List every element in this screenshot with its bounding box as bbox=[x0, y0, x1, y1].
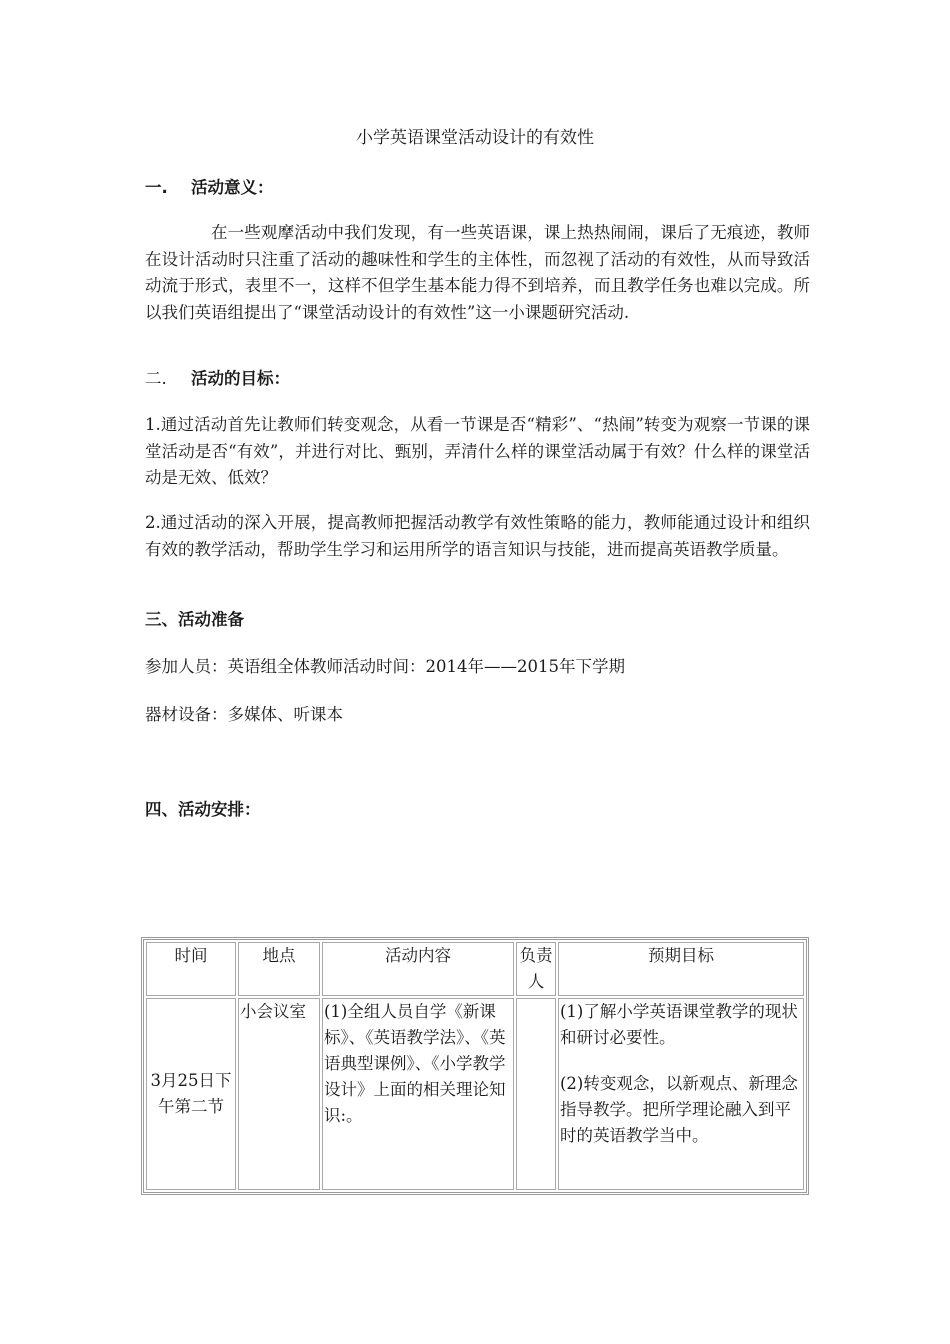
section3-heading: 三、活动准备 bbox=[145, 610, 244, 629]
goal-1: (1)了解小学英语课堂教学的现状和研讨必要性。 bbox=[560, 1002, 798, 1047]
section4-heading: 四、活动安排： bbox=[145, 800, 261, 819]
goal-item-2: 2.通过活动的深入开展，提高教师把握活动教学有效性策略的能力，教师能通过设计和组织有效的教学活动，帮助学生学习和运用所学的语言知识与技能，进而提高英语教学质量。 bbox=[145, 513, 810, 559]
section2-title: 活动的目标： bbox=[191, 369, 290, 388]
section2-heading bbox=[145, 367, 290, 391]
equipment-line: 器材设备：多媒体、听课本 bbox=[145, 705, 343, 724]
cell-goals bbox=[558, 998, 804, 1190]
table-row bbox=[146, 998, 804, 1190]
document-title: 小学英语课堂活动设计的有效性 bbox=[356, 128, 594, 148]
section1-heading bbox=[145, 176, 274, 200]
cell-content: (1)全组人员自学《新课标》、《英语教学法》、《英语典型课例》、《小学教学设计》上面的相关理论知识:。 bbox=[322, 998, 514, 1190]
header-owner: 负责人 bbox=[516, 942, 556, 996]
table-header-row bbox=[146, 942, 804, 996]
goal-item-1: 1.通过活动首先让教师们转变观念，从看一节课是否“精彩”、“热闹”转变为观察一节课的课堂活动是否“有效”，并进行对比、甄别，弄清什么样的课堂活动属于有效？什么样的课堂活动是无效、低效？ bbox=[145, 415, 810, 487]
cell-owner bbox=[516, 998, 556, 1190]
participants-line: 参加人员：英语组全体教师活动时间：2014年——2015年下学期 bbox=[145, 657, 625, 676]
header-goals: 预期目标 bbox=[558, 942, 804, 996]
section1-title: 活动意义： bbox=[191, 178, 274, 197]
section1-paragraph: 在一些观摩活动中我们发现，有一些英语课，课上热热闹闹，课后了无痕迹，教师在设计活动时只注重了活动的趣味性和学生的主体性，而忽视了活动的有效性，从而导致活动流于形式，表里不一，这样不但学生基本能力得不到培养，而且教学任务也难以完成。所以我们英语组提出了“课堂活动设计的有效性”这一小课题研究活动. bbox=[145, 223, 810, 322]
schedule-table bbox=[141, 937, 809, 1195]
header-content: 活动内容 bbox=[322, 942, 514, 996]
goal-2: (2)转变观念，以新观点、新理念指导教学。把所学理论融入到平时的英语教学当中。 bbox=[560, 1074, 798, 1145]
section1-number: 一. bbox=[145, 178, 168, 197]
header-time: 时间 bbox=[146, 942, 236, 996]
section2-number: 二. bbox=[145, 369, 167, 388]
cell-place: 小会议室 bbox=[238, 998, 320, 1190]
cell-time: 3月25日下午第二节 bbox=[146, 998, 236, 1190]
header-place: 地点 bbox=[238, 942, 320, 996]
